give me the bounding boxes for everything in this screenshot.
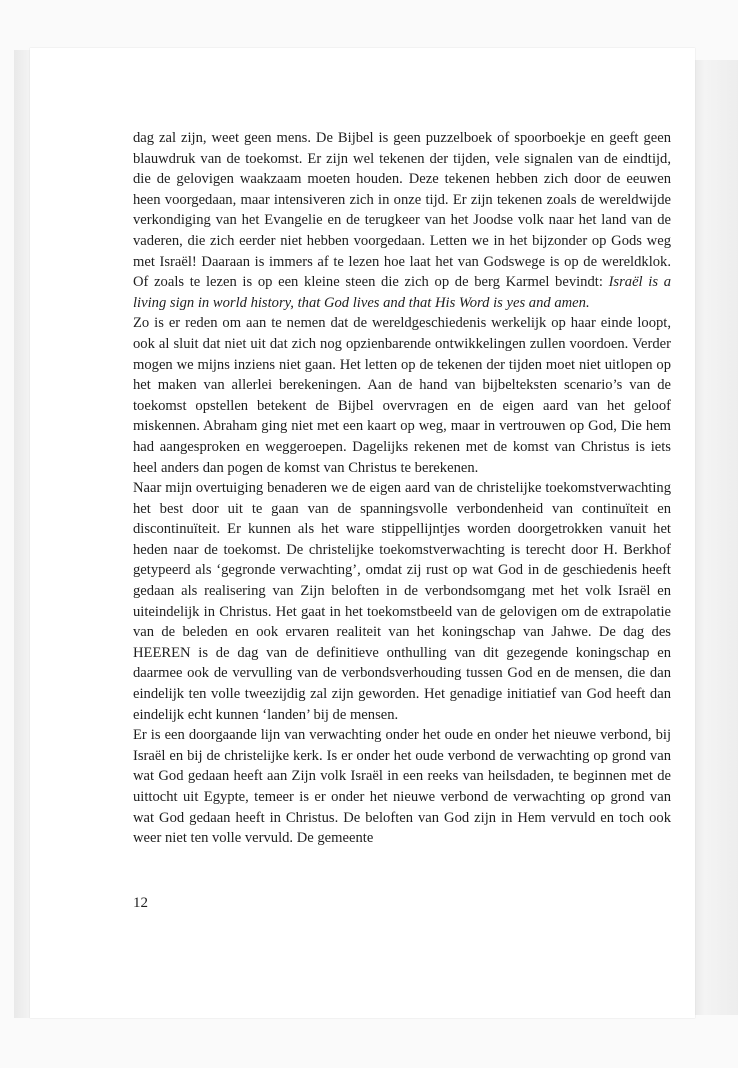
paragraph-1-italic-quote: Israël is a living sign in world history, that God lives and that His Word is yes and amen. (133, 274, 671, 311)
paragraph-4: Er is een doorgaande lijn van verwachting onder het oude en onder het nieuwe verbond, bij Israël en bij de christelijke kerk. Is er onder het oude verbond de verwachting op grond van wat God gedaan heeft aan Zijn volk Israël in een reeks van heilsdaden, te beginnen met de uittocht uit Egypte, temeer is er onder het nieuwe verbond de verwachting op grond van wat God gedaan heeft in Christus. De beloften van God zijn in Hem vervuld en toch ook weer niet ten volle vervuld. De gemeente (133, 727, 671, 847)
book-page (30, 48, 695, 1018)
paragraph-3: Naar mijn overtuiging benaderen we de eigen aard van de christelijke toekomstverwachting het best door uit te gaan van de spanningsvolle verbondenheid van continuïteit en discontinuïteit. Er kunnen als het ware stippellijntjes worden doorgetrokken vanuit het heden naar de toekomst. De christelijke toekomstverwachting is terecht door H. Berkhof getypeerd als ‘gegronde verwachting’, omdat zij rust op wat God in de geschiedenis heeft gedaan als realisering van Zijn beloften in de verbondsomgang met het volk Israël en uiteindelijk in Christus. Het gaat in het toekomstbeeld van de gelovigen om de extrapolatie van de beleden en ook ervaren realiteit van het koningschap van Jahwe. De dag des HEEREN is de dag van de definitieve onthulling van dit gezegende koningschap en daarmee ook de vervulling van de verbondsverhouding tussen God en de mensen, die dan eindelijk ten volle tweezijdig zal zijn geworden. Het genadige initiatief van God heeft dan eindelijk echt kunnen ‘landen’ bij de mensen. (133, 480, 671, 723)
page-edge-right (690, 60, 738, 1015)
paragraph-1-text: dag zal zijn, weet geen mens. De Bijbel is geen puzzelboek of spoorboekje en geeft geen blauwdruk van de toekomst. Er zijn wel tekenen der tijden, vele signalen van de eindtijd, die de gelovigen waakzaam moeten houden. Deze tekenen hebben zich door de eeuwen heen voorgedaan, maar intensiveren zich in onze tijd. Er zijn tekenen zoals de wereldwijde verkondiging van het Evangelie en de terugkeer van het Joodse volk naar het land van de vaderen, die zich eerder niet hebben voorgedaan. Letten we in het bijzonder op Gods weg met Israël! Daaraan is immers af te lezen hoe laat het van Godswege is op de wereldklok. Of zoals te lezen is op een kleine steen die zich op de berg Karmel bevindt: (133, 130, 671, 291)
paragraph-1 (133, 128, 671, 313)
page-number: 12 (133, 895, 148, 911)
body-text (133, 128, 671, 849)
paragraph-2: Zo is er reden om aan te nemen dat de wereldgeschiedenis werkelijk op haar einde loopt, ook al sluit dat niet uit dat zich nog opzienbarende ontwikkelingen zullen voordoen. Verder mogen we mijns inziens niet gaan. Het letten op de tekenen der tijden moet niet uitlopen op het maken van allerlei berekeningen. Aan de hand van bijbelteksten scenario’s van de toekomst opstellen betekent de Bijbel overvragen en de eigen aard van het geloof miskennen. Abraham ging niet met een kaart op weg, maar in vertrouwen op God, Die hem had aangesproken en weggeroepen. Dagelijks rekenen met de komst van Christus is iets heel anders dan pogen de komst van Christus te berekenen. (133, 315, 671, 476)
